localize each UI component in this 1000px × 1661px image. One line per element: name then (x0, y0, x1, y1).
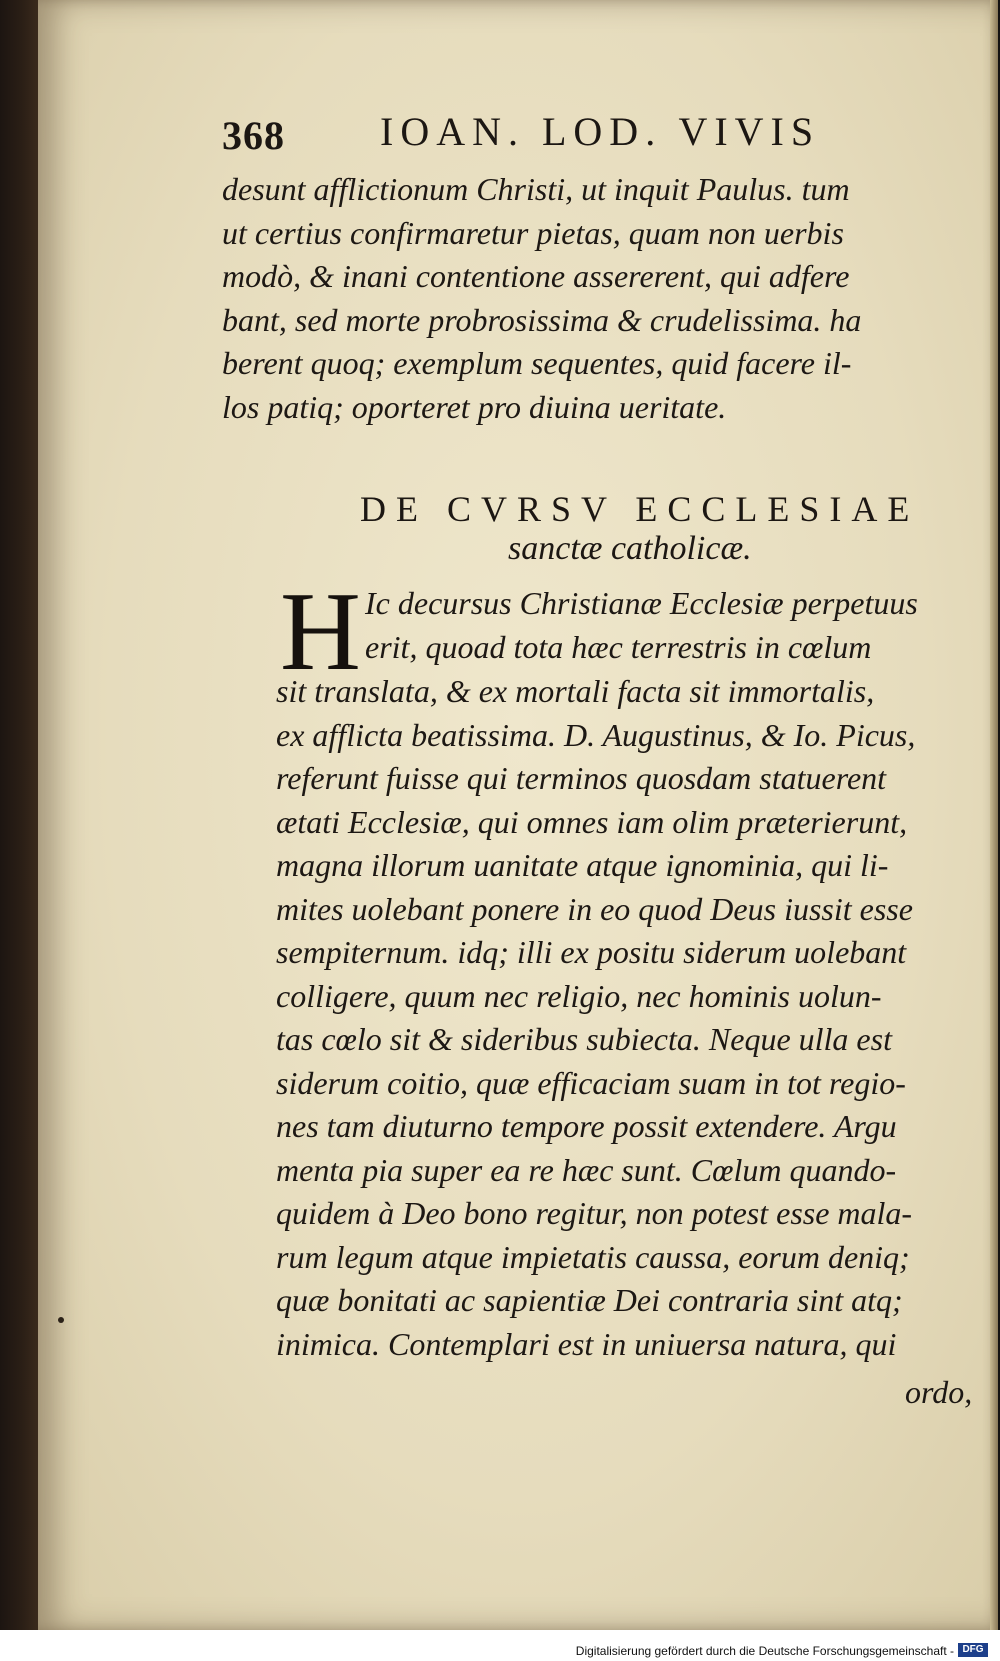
text-line: quæ bonitati ac sapientiæ Dei contraria sint atq; (276, 1282, 903, 1318)
text-line: quidem à Deo bono regitur, non potest esse mala- (276, 1195, 913, 1231)
text-line: sempiternum. idq; illi ex positu siderum uolebant (276, 934, 907, 970)
text-line: desunt afflictionum Christi, ut inquit Paulus. tum (222, 171, 850, 207)
text-line: sit translata, & ex mortali facta sit immortalis, (276, 673, 875, 709)
text-line: mites uolebant ponere in eo quod Deus iussit esse (276, 890, 913, 927)
text-line: ex afflicta beatissima. D. Augustinus, & Io. Picus, (276, 716, 916, 753)
digitization-footer (0, 1630, 1000, 1661)
text-line: magna illorum uanitate atque ignominia, qui li- (276, 847, 889, 883)
text-line: referunt fuisse qui terminos quosdam statuerent (276, 760, 887, 796)
catchword: ordo, (905, 1374, 973, 1410)
text-line: Ic decursus Christianæ Ecclesiæ perpetuus (365, 585, 918, 621)
text-line: modò, & inani contentione assererent, qui adfere (222, 258, 850, 294)
paragraph-1 (222, 168, 922, 429)
text-line: nes tam diuturno tempore possit extendere. Argu (276, 1108, 897, 1144)
page-number: 368 (222, 113, 285, 158)
text-line: colligere, quum nec religio, nec hominis uolun- (276, 977, 882, 1014)
text-line: los patiq; oporteret pro diuina ueritate. (222, 388, 727, 425)
text-line: rum legum atque impietatis caussa, eorum deniq; (276, 1238, 910, 1275)
text-line: berent quoq; exemplum sequentes, quid facere il- (222, 345, 852, 381)
section-subtitle: sanctæ catholicæ. (508, 530, 752, 567)
paragraph-2 (276, 670, 976, 1366)
text-line: ut certius confirmaretur pietas, quam non uerbis (222, 214, 844, 251)
footer-credit: Digitalisierung gefördert durch die Deutsche Forschungsgemeinschaft - (575, 1644, 954, 1658)
running-head: IOAN. LOD. VIVIS (380, 109, 821, 154)
text-line: menta pia super ea re hæc sunt. Cœlum quando- (276, 1151, 897, 1188)
page-edge (990, 0, 998, 1630)
drop-capital: H (280, 570, 361, 694)
text-line: inimica. Contemplari est in uniuersa natura, qui (276, 1325, 897, 1362)
ink-speck (58, 1317, 64, 1323)
text-line: siderum coitio, quæ efficaciam suam in tot regio- (276, 1064, 906, 1101)
section-title: DE CVRSV ECCLESIAE (360, 489, 920, 529)
paragraph-2-opening (365, 582, 985, 669)
scan-background-left (0, 0, 38, 1630)
text-line: bant, sed morte probrosissima & crudelissima. ha (222, 301, 862, 338)
text-line: erit, quoad tota hæc terrestris in cœlum (365, 628, 872, 665)
text-line: tas cœlo sit & sideribus subiecta. Neque ulla est (276, 1021, 892, 1057)
text-line: ætati Ecclesiæ, qui omnes iam olim præterierunt, (276, 803, 908, 840)
dfg-logo-icon: DFG (958, 1643, 988, 1657)
